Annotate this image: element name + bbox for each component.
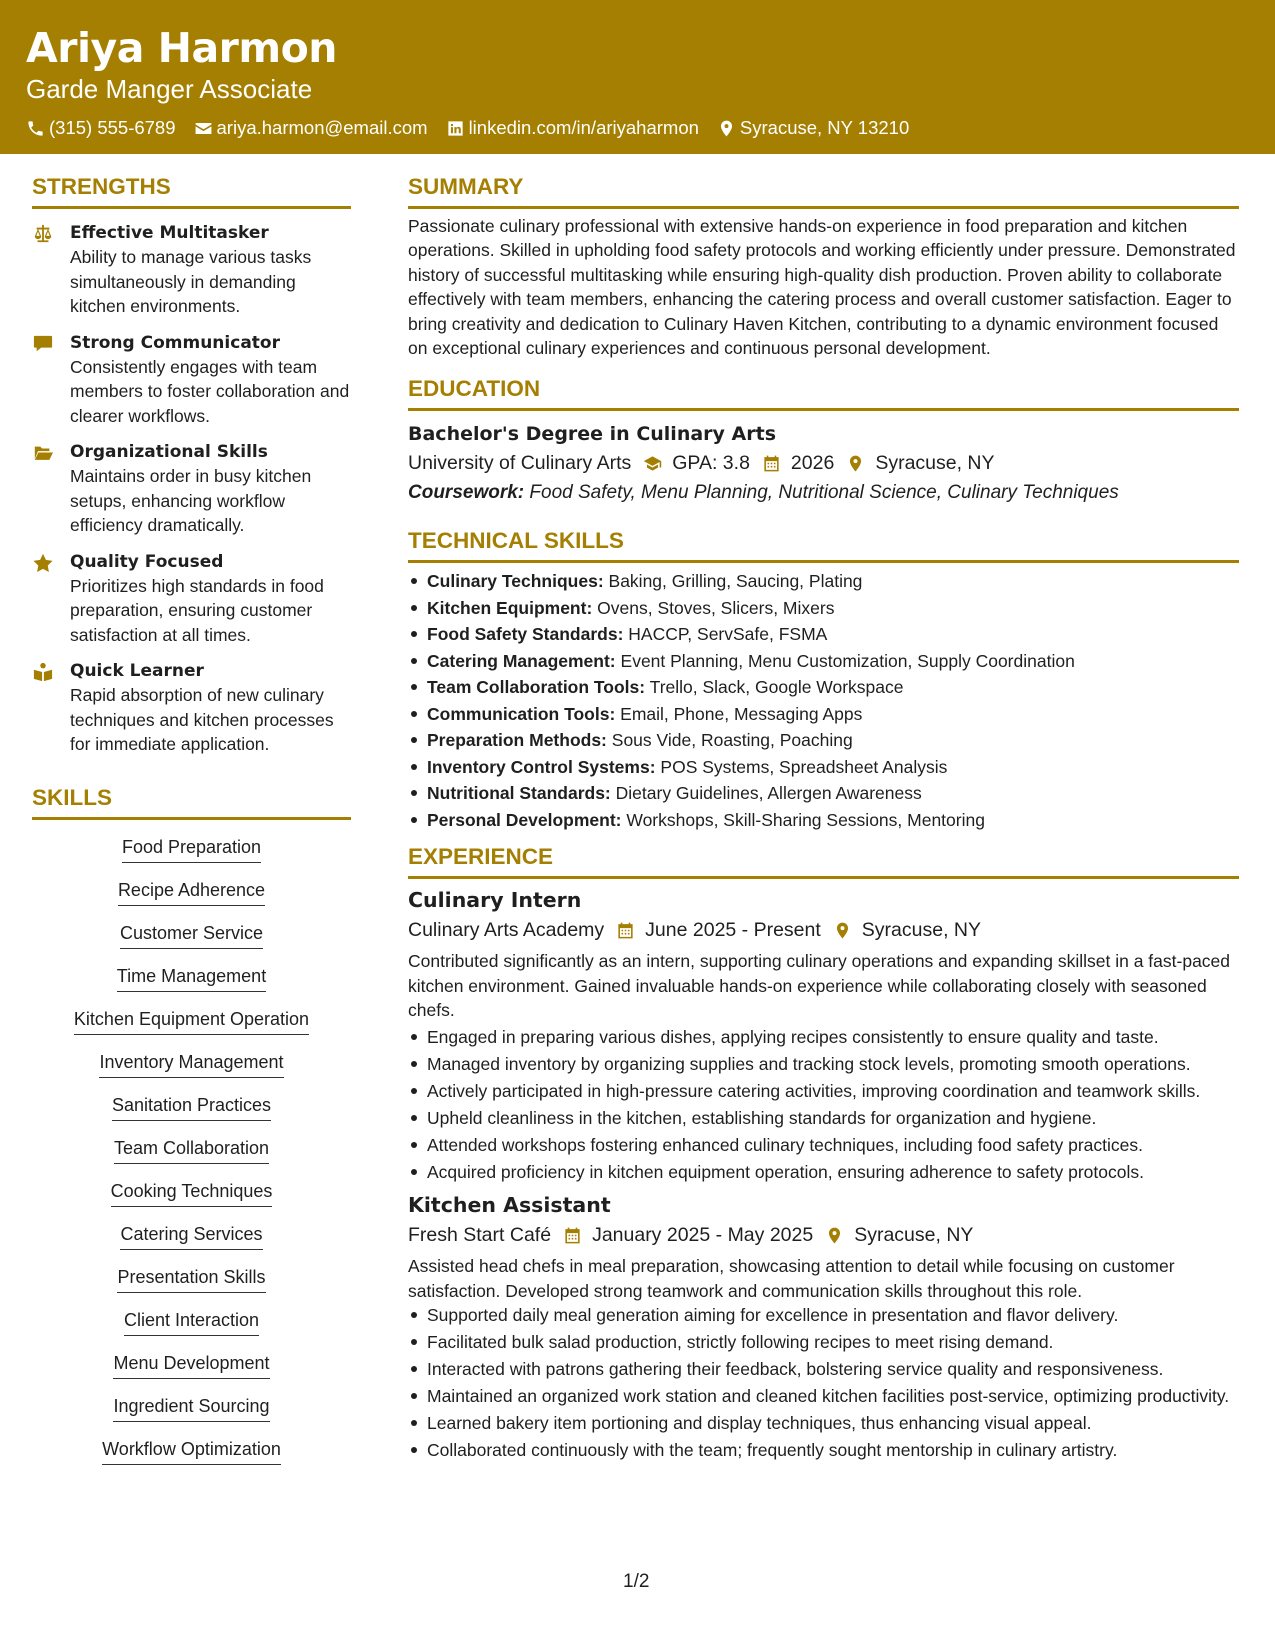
tech-skill-label: Catering Management: [427, 650, 616, 671]
list-item: Acquired proficiency in kitchen equipment operation, ensuring adherence to safety protocols. [408, 1160, 1239, 1185]
skill-item: Recipe Adherence [118, 878, 265, 906]
strength-title: Strong Communicator [70, 332, 280, 353]
skills-heading: SKILLS [32, 781, 351, 820]
graduation-cap-icon [643, 454, 662, 473]
job-dates: June 2025 - Present [645, 919, 821, 942]
resume-header [0, 0, 1275, 154]
list-item [408, 569, 1239, 594]
calendar-icon [563, 1226, 582, 1245]
tech-skill-label: Personal Development: [427, 809, 622, 830]
strength-item [32, 331, 351, 429]
contact-email-text: ariya.harmon@email.com [216, 117, 428, 138]
school-name: University of Culinary Arts [408, 452, 632, 475]
strength-title: Quick Learner [70, 661, 204, 681]
skill-item: Cooking Techniques [111, 1179, 273, 1207]
job-description: Assisted head chefs in meal preparation, showcasing attention to detail while focusing on customer satisfaction. Developed strong teamwork and communication skills throughout this role. [408, 1256, 1175, 1301]
tech-skill-value: Sous Vide, Roasting, Poaching [611, 730, 853, 751]
list-item: Collaborated continuously with the team; frequently sought mentorship in culinary artistry. [408, 1438, 1239, 1463]
envelope-icon [194, 119, 213, 138]
speech-bubble-icon [32, 331, 70, 429]
phone-icon [26, 119, 45, 138]
list-item: Upheld cleanliness in the kitchen, establishing standards for organization and hygiene. [408, 1106, 1239, 1131]
tech-skill-value: Trello, Slack, Google Workspace [649, 677, 904, 698]
education-heading: EDUCATION [408, 372, 1239, 411]
strength-item [32, 440, 351, 538]
skill-item: Workflow Optimization [102, 1437, 281, 1465]
skill-item: Time Management [117, 964, 266, 992]
list-item: Maintained an organized work station and cleaned kitchen facilities post-service, optimizing productivity. [408, 1384, 1239, 1409]
strength-item [32, 659, 351, 757]
list-item [408, 728, 1239, 753]
tech-skill-label: Inventory Control Systems: [427, 756, 656, 777]
contact-location [717, 116, 909, 140]
summary-heading: SUMMARY [408, 170, 1239, 209]
job-bullets [408, 1303, 1239, 1463]
strength-desc: Rapid absorption of new culinary techniques and kitchen processes for immediate application. [70, 685, 334, 754]
tech-skill-label: Communication Tools: [427, 703, 616, 724]
skill-item: Sanitation Practices [112, 1093, 271, 1121]
left-column [32, 170, 351, 1480]
coursework [408, 478, 1239, 508]
education-meta [408, 448, 1239, 478]
list-item: Attended workshops fostering enhanced culinary techniques, including food safety practices. [408, 1133, 1239, 1158]
skill-item: Kitchen Equipment Operation [74, 1007, 309, 1035]
contact-linkedin-text: linkedin.com/in/ariyaharmon [468, 117, 699, 138]
list-item: Actively participated in high-pressure catering activities, improving coordination and teamwork skills. [408, 1079, 1239, 1104]
strength-item [32, 550, 351, 648]
list-item [408, 808, 1239, 833]
contact-linkedin[interactable] [446, 116, 699, 140]
job-bullets [408, 1025, 1239, 1185]
job-meta [408, 915, 1239, 945]
list-item: Engaged in preparing various dishes, applying recipes consistently to ensure quality and taste. [408, 1025, 1239, 1050]
right-column [408, 170, 1239, 1465]
skill-item: Ingredient Sourcing [113, 1394, 269, 1422]
list-item [408, 622, 1239, 647]
tech-skill-value: HACCP, ServSafe, FSMA [628, 624, 828, 645]
list-item [408, 702, 1239, 727]
strength-desc: Maintains order in busy kitchen setups, enhancing workflow efficiency dramatically. [70, 466, 312, 535]
job-title: Culinary Intern [408, 888, 582, 913]
degree-title: Bachelor's Degree in Culinary Arts [408, 423, 777, 446]
calendar-icon [616, 921, 635, 940]
skill-item: Menu Development [113, 1351, 269, 1379]
list-item: Learned bakery item portioning and display techniques, thus enhancing visual appeal. [408, 1411, 1239, 1436]
strength-item [32, 221, 351, 319]
tech-skill-value: Baking, Grilling, Saucing, Plating [608, 571, 863, 592]
tech-skill-value: Event Planning, Menu Customization, Supply Coordination [620, 650, 1075, 671]
summary-text: Passionate culinary professional with extensive hands-on experience in food preparation and kitchen operations. Skilled in upholding food safety protocols and working efficiently under pressure. Demonstrated history of successful multitasking while ensuring high-quality dish production. Proven ability to collaborate effectively with team members, enhancing the catering process and overall customer satisfaction. Eager to bring creativity and dedication to Culinary Haven Kitchen, contributing to a dynamic environment focused on exceptional culinary experiences and continuous personal development. [408, 216, 1236, 359]
list-item [408, 781, 1239, 806]
tech-skill-label: Culinary Techniques: [427, 571, 604, 592]
job-company: Culinary Arts Academy [408, 919, 605, 942]
scale-icon [32, 221, 70, 319]
contact-location-text: Syracuse, NY 13210 [739, 117, 910, 138]
gpa-value: GPA: 3.8 [672, 452, 750, 475]
skills-list [32, 835, 351, 1480]
skill-item: Presentation Skills [117, 1265, 265, 1293]
tech-skill-value: POS Systems, Spreadsheet Analysis [660, 756, 948, 777]
folder-open-icon [32, 440, 70, 538]
tech-skill-value: Ovens, Stoves, Slicers, Mixers [597, 597, 835, 618]
map-pin-icon [846, 454, 865, 473]
tech-skill-label: Team Collaboration Tools: [427, 677, 646, 698]
contact-phone[interactable] [26, 116, 176, 140]
map-pin-icon [833, 921, 852, 940]
technical-skills-heading: TECHNICAL SKILLS [408, 524, 1239, 563]
list-item: Interacted with patrons gathering their feedback, bolstering service quality and responsiveness. [408, 1357, 1239, 1382]
strengths-heading: STRENGTHS [32, 170, 351, 209]
tech-skill-label: Preparation Methods: [427, 730, 607, 751]
skill-item: Inventory Management [99, 1050, 283, 1078]
job-location: Syracuse, NY [861, 919, 982, 942]
page-number: 1/2 [623, 1571, 650, 1592]
job-meta [408, 1220, 1239, 1250]
candidate-name: Ariya Harmon [26, 24, 337, 72]
list-item: Facilitated bulk salad production, strictly following recipes to meet rising demand. [408, 1330, 1239, 1355]
calendar-icon [762, 454, 781, 473]
tech-skill-label: Nutritional Standards: [427, 783, 611, 804]
coursework-label: Coursework: [408, 482, 525, 504]
job-description: Contributed significantly as an intern, supporting culinary operations and expanding skillset in a fast-paced kitchen environment. Gained invaluable hands-on experience while collaborating closely with seasoned chefs. [408, 951, 1231, 1021]
technical-skills-list [408, 569, 1239, 832]
list-item [408, 755, 1239, 780]
list-item: Supported daily meal generation aiming for excellence in presentation and flavor delivery. [408, 1303, 1239, 1328]
linkedin-icon [446, 119, 465, 138]
strength-desc: Consistently engages with team members to foster collaboration and clearer workflows. [70, 356, 350, 426]
tech-skill-value: Workshops, Skill-Sharing Sessions, Mentoring [626, 809, 985, 830]
skill-item: Catering Services [120, 1222, 262, 1250]
strength-desc: Prioritizes high standards in food preparation, ensuring customer satisfaction at all times. [70, 575, 324, 645]
star-icon [32, 550, 70, 648]
skill-item: Customer Service [120, 921, 263, 949]
map-pin-icon [825, 1226, 844, 1245]
contact-bar [26, 116, 1249, 140]
contact-email[interactable] [194, 116, 428, 140]
tech-skill-value: Email, Phone, Messaging Apps [620, 703, 863, 724]
experience-heading: EXPERIENCE [408, 840, 1239, 879]
strength-title: Quality Focused [70, 551, 224, 572]
job-location: Syracuse, NY [854, 1224, 974, 1247]
tech-skill-value: Dietary Guidelines, Allergen Awareness [615, 783, 922, 804]
list-item [408, 596, 1239, 621]
contact-phone-text: (315) 555-6789 [49, 117, 176, 138]
map-pin-icon [717, 119, 736, 138]
coursework-text: Food Safety, Menu Planning, Nutritional Science, Culinary Techniques [529, 482, 1119, 504]
job-title: Kitchen Assistant [408, 1193, 611, 1218]
candidate-title: Garde Manger Associate [26, 74, 313, 104]
job-company: Fresh Start Café [408, 1224, 552, 1247]
list-item [408, 675, 1239, 700]
list-item [408, 649, 1239, 674]
job-dates: January 2025 - May 2025 [592, 1224, 814, 1247]
strength-desc: Ability to manage various tasks simultaneously in demanding kitchen environments. [70, 247, 312, 316]
list-item: Managed inventory by organizing supplies and tracking stock levels, promoting smooth operations. [408, 1052, 1239, 1077]
education-location: Syracuse, NY [875, 452, 995, 475]
skill-item: Team Collaboration [114, 1136, 269, 1164]
strength-title: Effective Multitasker [70, 223, 269, 243]
skill-item: Client Interaction [124, 1308, 259, 1336]
strength-title: Organizational Skills [70, 442, 268, 462]
book-reader-icon [32, 659, 70, 757]
tech-skill-label: Kitchen Equipment: [427, 597, 593, 618]
graduation-year: 2026 [790, 452, 835, 475]
tech-skill-label: Food Safety Standards: [427, 624, 624, 645]
skill-item: Food Preparation [122, 835, 261, 863]
